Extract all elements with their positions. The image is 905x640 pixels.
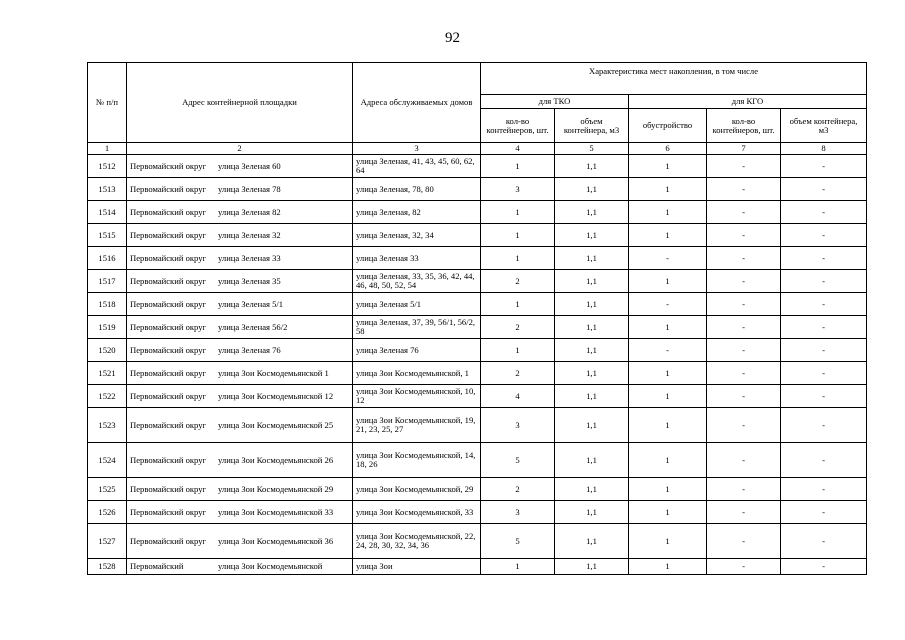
- column-number-row: [88, 143, 867, 155]
- row-number: 1518: [88, 293, 127, 316]
- row-number: 1521: [88, 362, 127, 385]
- district-name: Первомайский округ: [130, 419, 207, 430]
- row-number: 1516: [88, 247, 127, 270]
- kgo-container-volume: -: [781, 201, 867, 224]
- kgo-arrangement: 1: [629, 524, 707, 559]
- kgo-arrangement: 1: [629, 270, 707, 293]
- kgo-container-count: -: [707, 501, 781, 524]
- kgo-arrangement: 1: [629, 559, 707, 575]
- site-address: [127, 293, 353, 316]
- site-address: [127, 501, 353, 524]
- kgo-container-volume: -: [781, 339, 867, 362]
- district-name: Первомайский округ: [130, 183, 207, 194]
- street-address: улица Зои Космодемьянской: [218, 561, 323, 572]
- district-name: Первомайский округ: [130, 367, 207, 378]
- kgo-container-volume: -: [781, 293, 867, 316]
- kgo-arrangement: -: [629, 339, 707, 362]
- served-addresses: улица Зои Космодемьянской, 22, 24, 28, 30, 32, 34, 36: [353, 524, 481, 559]
- kgo-container-count: -: [707, 385, 781, 408]
- kgo-container-volume: -: [781, 385, 867, 408]
- site-address: [127, 362, 353, 385]
- served-addresses: улица Зои Космодемьянской, 33: [353, 501, 481, 524]
- column-number: 6: [629, 143, 707, 155]
- row-number: 1512: [88, 155, 127, 178]
- row-number: 1515: [88, 224, 127, 247]
- site-address: [127, 247, 353, 270]
- street-address: улица Зои Космодемьянской 29: [218, 483, 334, 494]
- served-addresses: улица Зеленая, 32, 34: [353, 224, 481, 247]
- header-tko-volume: объем контейнера, м3: [555, 109, 629, 143]
- street-address: улица Зеленая 33: [218, 252, 281, 263]
- district-name: Первомайский округ: [130, 390, 207, 401]
- column-number: 7: [707, 143, 781, 155]
- kgo-arrangement: -: [629, 293, 707, 316]
- district-name: Первомайский округ: [130, 506, 207, 517]
- served-addresses: улица Зеленая, 78, 80: [353, 178, 481, 201]
- kgo-container-volume: -: [781, 270, 867, 293]
- tko-container-count: 5: [481, 524, 555, 559]
- header-kgo-volume: объем контейнера, м3: [781, 109, 867, 143]
- served-addresses: улица Зеленая 5/1: [353, 293, 481, 316]
- table-row: [88, 224, 867, 247]
- table-row: [88, 270, 867, 293]
- tko-container-count: 1: [481, 247, 555, 270]
- table-row: [88, 524, 867, 559]
- header-group-kgo: для КГО: [629, 95, 867, 109]
- kgo-container-count: -: [707, 201, 781, 224]
- row-number: 1525: [88, 478, 127, 501]
- district-name: Первомайский: [130, 561, 184, 572]
- district-name: Первомайский округ: [130, 160, 207, 171]
- kgo-container-volume: -: [781, 559, 867, 575]
- street-address: улица Зеленая 5/1: [218, 298, 284, 309]
- table-row: [88, 385, 867, 408]
- tko-container-volume: 1,1: [555, 339, 629, 362]
- served-addresses: улица Зои Космодемьянской, 10, 12: [353, 385, 481, 408]
- table-row: [88, 201, 867, 224]
- kgo-container-count: -: [707, 478, 781, 501]
- site-address: [127, 155, 353, 178]
- kgo-arrangement: 1: [629, 362, 707, 385]
- header-kgo-arrangement: обустройство: [629, 109, 707, 143]
- district-name: Первомайский округ: [130, 275, 207, 286]
- tko-container-count: 2: [481, 316, 555, 339]
- row-number: 1523: [88, 408, 127, 443]
- district-name: Первомайский округ: [130, 229, 207, 240]
- served-addresses: улица Зои Космодемьянской, 29: [353, 478, 481, 501]
- street-address: улица Зеленая 78: [218, 183, 281, 194]
- kgo-container-count: -: [707, 224, 781, 247]
- street-address: улица Зои Космодемьянской 26: [218, 454, 334, 465]
- kgo-container-volume: -: [781, 178, 867, 201]
- table-row: [88, 339, 867, 362]
- column-number: 8: [781, 143, 867, 155]
- table-row: [88, 316, 867, 339]
- tko-container-count: 1: [481, 224, 555, 247]
- site-address: [127, 339, 353, 362]
- tko-container-count: 2: [481, 270, 555, 293]
- tko-container-volume: 1,1: [555, 201, 629, 224]
- row-number: 1514: [88, 201, 127, 224]
- kgo-arrangement: 1: [629, 385, 707, 408]
- kgo-container-volume: -: [781, 155, 867, 178]
- header-kgo-count: кол-во контейнеров, шт.: [707, 109, 781, 143]
- street-address: улица Зеленая 32: [218, 229, 281, 240]
- tko-container-volume: 1,1: [555, 478, 629, 501]
- kgo-container-volume: -: [781, 224, 867, 247]
- table-row: [88, 408, 867, 443]
- tko-container-volume: 1,1: [555, 224, 629, 247]
- district-name: Первомайский округ: [130, 344, 207, 355]
- district-name: Первомайский округ: [130, 321, 207, 332]
- kgo-container-count: -: [707, 247, 781, 270]
- site-address: [127, 524, 353, 559]
- street-address: улица Зеленая 56/2: [218, 321, 288, 332]
- kgo-arrangement: 1: [629, 443, 707, 478]
- served-addresses: улица Зеленая, 41, 43, 45, 60, 62, 64: [353, 155, 481, 178]
- kgo-container-volume: -: [781, 316, 867, 339]
- tko-container-count: 1: [481, 559, 555, 575]
- table-row: [88, 478, 867, 501]
- street-address: улица Зеленая 76: [218, 344, 281, 355]
- header-characteristics: Характеристика мест накопления, в том числе: [481, 63, 867, 95]
- served-addresses: улица Зеленая, 33, 35, 36, 42, 44, 46, 48, 50, 52, 54: [353, 270, 481, 293]
- street-address: улица Зеленая 60: [218, 160, 281, 171]
- street-address: улица Зеленая 35: [218, 275, 281, 286]
- tko-container-volume: 1,1: [555, 293, 629, 316]
- table-row: [88, 155, 867, 178]
- row-number: 1528: [88, 559, 127, 575]
- table-row: [88, 178, 867, 201]
- district-name: Первомайский округ: [130, 535, 207, 546]
- header-served: Адреса обслуживаемых домов: [353, 63, 481, 143]
- kgo-container-count: -: [707, 362, 781, 385]
- kgo-container-count: -: [707, 316, 781, 339]
- kgo-container-volume: -: [781, 247, 867, 270]
- column-number: 3: [353, 143, 481, 155]
- tko-container-count: 3: [481, 408, 555, 443]
- street-address: улица Зои Космодемьянской 1: [218, 367, 329, 378]
- tko-container-volume: 1,1: [555, 270, 629, 293]
- served-addresses: улица Зои Космодемьянской, 1: [353, 362, 481, 385]
- kgo-container-volume: -: [781, 408, 867, 443]
- street-address: улица Зои Космодемьянской 12: [218, 390, 334, 401]
- district-name: Первомайский округ: [130, 252, 207, 263]
- table-row: [88, 443, 867, 478]
- tko-container-count: 3: [481, 178, 555, 201]
- column-number: 1: [88, 143, 127, 155]
- kgo-container-count: -: [707, 559, 781, 575]
- column-number: 5: [555, 143, 629, 155]
- kgo-container-volume: -: [781, 501, 867, 524]
- served-addresses: улица Зои: [353, 559, 481, 575]
- site-address: [127, 201, 353, 224]
- tko-container-volume: 1,1: [555, 443, 629, 478]
- kgo-arrangement: 1: [629, 201, 707, 224]
- district-name: Первомайский округ: [130, 483, 207, 494]
- kgo-container-volume: -: [781, 478, 867, 501]
- row-number: 1513: [88, 178, 127, 201]
- table-row: [88, 362, 867, 385]
- column-number: 4: [481, 143, 555, 155]
- kgo-container-count: -: [707, 443, 781, 478]
- site-address: [127, 316, 353, 339]
- district-name: Первомайский округ: [130, 206, 207, 217]
- site-address: [127, 270, 353, 293]
- served-addresses: улица Зеленая, 37, 39, 56/1, 56/2, 58: [353, 316, 481, 339]
- tko-container-count: 1: [481, 201, 555, 224]
- district-name: Первомайский округ: [130, 454, 207, 465]
- kgo-container-count: -: [707, 270, 781, 293]
- row-number: 1519: [88, 316, 127, 339]
- served-addresses: улица Зеленая 33: [353, 247, 481, 270]
- tko-container-volume: 1,1: [555, 524, 629, 559]
- site-address: [127, 408, 353, 443]
- kgo-arrangement: 1: [629, 478, 707, 501]
- served-addresses: улица Зои Космодемьянской, 19, 21, 23, 25, 27: [353, 408, 481, 443]
- tko-container-volume: 1,1: [555, 178, 629, 201]
- kgo-arrangement: 1: [629, 501, 707, 524]
- tko-container-count: 3: [481, 501, 555, 524]
- district-name: Первомайский округ: [130, 298, 207, 309]
- kgo-container-count: -: [707, 178, 781, 201]
- tko-container-count: 1: [481, 293, 555, 316]
- served-addresses: улица Зеленая 76: [353, 339, 481, 362]
- tko-container-volume: 1,1: [555, 408, 629, 443]
- table-row: [88, 559, 867, 575]
- site-address: [127, 559, 353, 575]
- row-number: 1527: [88, 524, 127, 559]
- kgo-arrangement: 1: [629, 408, 707, 443]
- tko-container-volume: 1,1: [555, 247, 629, 270]
- site-address: [127, 443, 353, 478]
- page-number: 92: [445, 30, 460, 46]
- street-address: улица Зеленая 82: [218, 206, 281, 217]
- street-address: улица Зои Космодемьянской 33: [218, 506, 334, 517]
- tko-container-volume: 1,1: [555, 362, 629, 385]
- tko-container-count: 5: [481, 443, 555, 478]
- kgo-arrangement: 1: [629, 316, 707, 339]
- kgo-arrangement: 1: [629, 155, 707, 178]
- tko-container-count: 4: [481, 385, 555, 408]
- table-row: [88, 501, 867, 524]
- container-sites-table: [87, 62, 867, 575]
- tko-container-volume: 1,1: [555, 155, 629, 178]
- site-address: [127, 178, 353, 201]
- table-row: [88, 293, 867, 316]
- header-no: № п/п: [88, 63, 127, 143]
- street-address: улица Зои Космодемьянской 25: [218, 419, 334, 430]
- row-number: 1522: [88, 385, 127, 408]
- header-address: Адрес контейнерной площадки: [127, 63, 353, 143]
- tko-container-volume: 1,1: [555, 385, 629, 408]
- row-number: 1517: [88, 270, 127, 293]
- kgo-arrangement: -: [629, 247, 707, 270]
- tko-container-count: 2: [481, 478, 555, 501]
- street-address: улица Зои Космодемьянской 36: [218, 535, 334, 546]
- kgo-container-volume: -: [781, 362, 867, 385]
- served-addresses: улица Зои Космодемьянской, 14, 18, 26: [353, 443, 481, 478]
- tko-container-volume: 1,1: [555, 316, 629, 339]
- table-row: [88, 247, 867, 270]
- kgo-container-volume: -: [781, 524, 867, 559]
- header-tko-count: кол-во контейнеров, шт.: [481, 109, 555, 143]
- site-address: [127, 385, 353, 408]
- column-number: 2: [127, 143, 353, 155]
- served-addresses: улица Зеленая, 82: [353, 201, 481, 224]
- row-number: 1520: [88, 339, 127, 362]
- site-address: [127, 224, 353, 247]
- tko-container-count: 1: [481, 339, 555, 362]
- tko-container-volume: 1,1: [555, 559, 629, 575]
- kgo-container-volume: -: [781, 443, 867, 478]
- tko-container-volume: 1,1: [555, 501, 629, 524]
- row-number: 1524: [88, 443, 127, 478]
- kgo-arrangement: 1: [629, 224, 707, 247]
- tko-container-count: 1: [481, 155, 555, 178]
- kgo-container-count: -: [707, 408, 781, 443]
- row-number: 1526: [88, 501, 127, 524]
- table-body: [88, 155, 867, 575]
- kgo-container-count: -: [707, 293, 781, 316]
- kgo-arrangement: 1: [629, 178, 707, 201]
- site-address: [127, 478, 353, 501]
- kgo-container-count: -: [707, 339, 781, 362]
- kgo-container-count: -: [707, 524, 781, 559]
- kgo-container-count: -: [707, 155, 781, 178]
- header-group-tko: для ТКО: [481, 95, 629, 109]
- tko-container-count: 2: [481, 362, 555, 385]
